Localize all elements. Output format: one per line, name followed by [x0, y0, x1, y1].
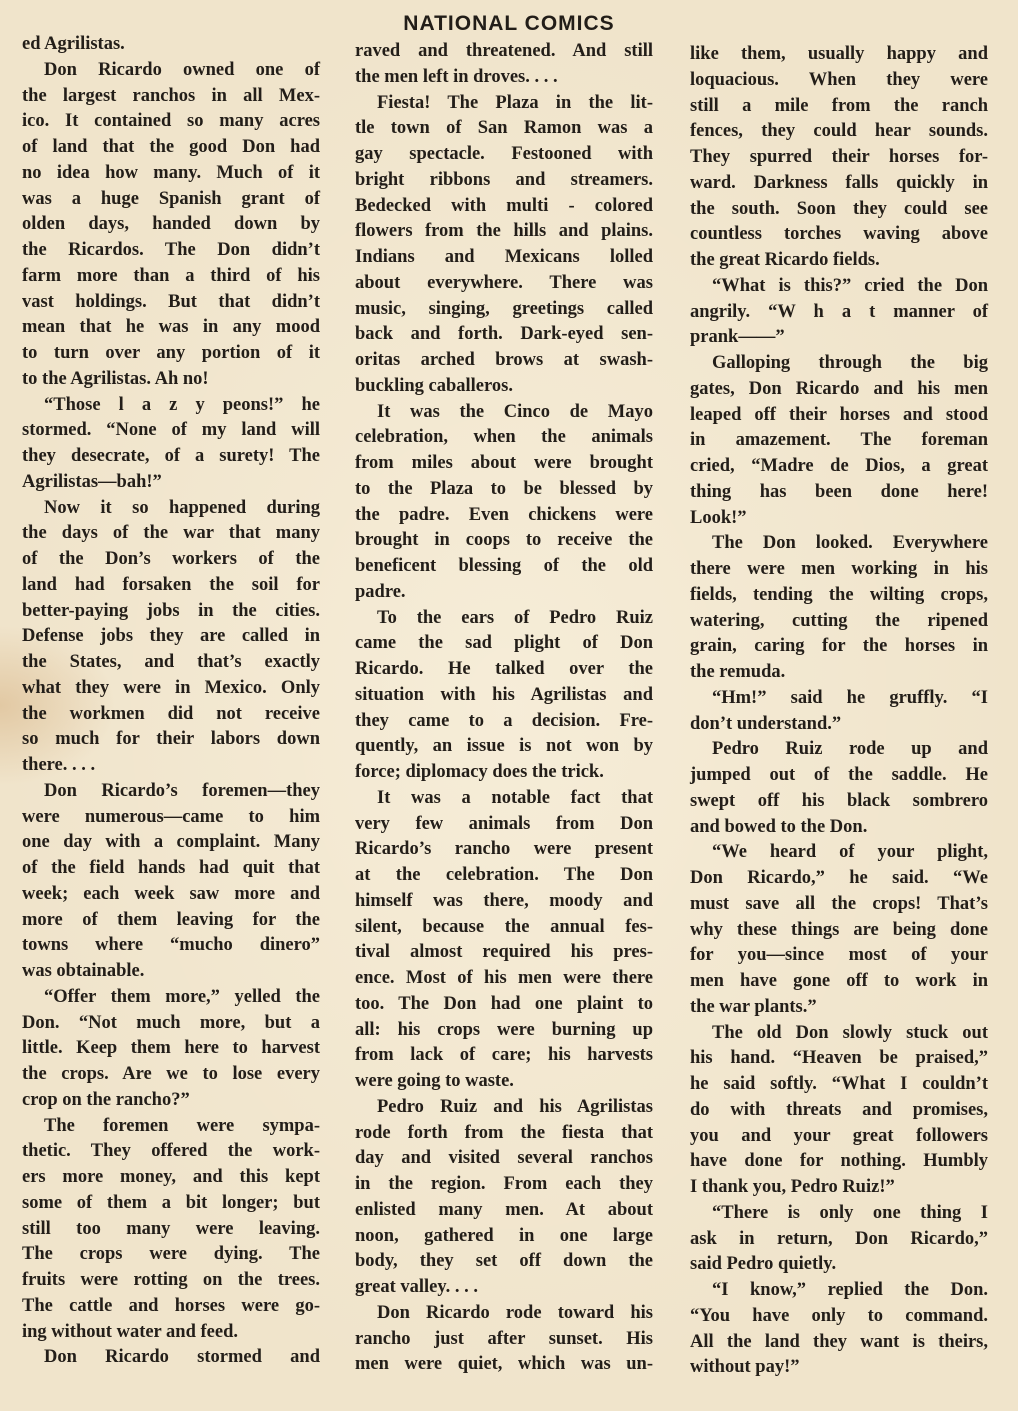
text-line: silent, because the annual fes-: [355, 916, 653, 937]
text-line: beneficent blessing of the old: [355, 556, 653, 576]
text-line: vast holdings. But that didn’t: [22, 291, 320, 312]
text-line: more of them leaving for the: [22, 909, 320, 930]
text-line: the great Ricardo fields.: [690, 250, 880, 270]
text-line: All the land they want is theirs,: [690, 1331, 988, 1352]
text-line: force; diplomacy does the trick.: [355, 762, 604, 782]
paragraph: [690, 840, 988, 1020]
text-line: Agrilistas—bah!”: [22, 471, 162, 492]
text-line: “Those l a z y peons!” he: [44, 394, 320, 415]
text-line: watering, cutting the ripened: [690, 610, 988, 631]
text-line: without pay!”: [690, 1357, 800, 1378]
text-line: Look!”: [690, 507, 747, 528]
text-line: the days of the war that many: [22, 523, 320, 544]
text-line: you and your great followers: [690, 1125, 988, 1146]
text-line: the padre. Even chickens were: [355, 504, 653, 525]
text-line: grain, caring for the horses in: [690, 636, 988, 657]
text-line: “We heard of your plight,: [712, 842, 988, 863]
text-line: farm more than a third of his: [22, 265, 320, 286]
text-line: I thank you, Pedro Ruiz!”: [690, 1177, 895, 1197]
text-line: to turn over any portion of it: [22, 343, 320, 363]
text-line: gay spectacle. Festooned with: [355, 144, 653, 164]
paragraph: [22, 393, 320, 496]
text-line: thetic. They offered the work-: [22, 1141, 320, 1162]
text-line: Defense jobs they are called in: [22, 626, 320, 647]
text-line: the war plants.”: [690, 996, 817, 1017]
text-line: “You have only to command.: [690, 1305, 988, 1326]
text-line: week; each week saw more and: [22, 883, 320, 904]
text-line: tival almost required his pres-: [355, 942, 653, 963]
text-column-2: [355, 39, 653, 1378]
text-line: little. Keep them here to harvest: [22, 1038, 320, 1059]
text-line: Don Ricardo,” he said. “We: [690, 868, 988, 888]
text-line: to the Agrilistas. Ah no!: [22, 368, 209, 389]
text-line: all: his crops were burning up: [355, 1019, 653, 1040]
text-line: from miles about were brought: [355, 453, 653, 473]
text-line: came the sad plight of Don: [355, 633, 653, 654]
text-line: The old Don slowly stuck out: [712, 1022, 988, 1043]
text-line: prank——”: [690, 327, 785, 348]
paragraph: [355, 606, 653, 786]
text-line: stormed. “None of my land will: [22, 420, 320, 441]
text-line: “I know,” replied the Don.: [712, 1280, 988, 1300]
text-line: Bedecked with multi - colored: [355, 195, 653, 216]
text-line: ed Agrilistas.: [22, 34, 125, 54]
text-line: loquacious. When they were: [690, 69, 988, 90]
text-line: “Hm!” said he gruffly. “I: [712, 687, 988, 708]
text-line: olden days, handed down by: [22, 214, 320, 235]
text-line: about everywhere. There was: [355, 272, 653, 293]
text-line: noon, gathered in one large: [355, 1225, 653, 1246]
text-line: The Don looked. Everywhere: [712, 533, 988, 554]
text-line: brought in coops to receive the: [355, 530, 653, 551]
paragraph: [355, 1095, 653, 1301]
text-line: ward. Darkness falls quickly in: [690, 172, 988, 193]
text-line: the crops. Are we to lose every: [22, 1064, 320, 1084]
paragraph: [690, 42, 988, 274]
text-line: Now it so happened during: [44, 497, 320, 518]
text-line: the remuda.: [690, 662, 786, 682]
text-line: tle town of San Ramon was a: [355, 118, 653, 139]
paragraph: [22, 985, 320, 1114]
paragraph: [22, 779, 320, 985]
paragraph: [22, 1114, 320, 1346]
text-column-1: [22, 32, 320, 1371]
paragraph: [22, 58, 320, 393]
text-line: was obtainable.: [22, 961, 145, 981]
text-line: don’t understand.”: [690, 713, 842, 734]
text-line: towns where “mucho dinero”: [22, 935, 320, 956]
paragraph: [355, 91, 653, 400]
text-line: thing has been done here!: [690, 481, 988, 502]
text-line: no idea how many. Much of it: [22, 162, 320, 183]
text-line: one day with a complaint. Many: [22, 832, 320, 853]
text-line: the men left in droves. . . .: [355, 66, 558, 87]
text-line: rode forth from the fiesta that: [355, 1122, 653, 1143]
paragraph: [22, 1345, 320, 1371]
text-line: oritas arched brows at swash-: [355, 350, 653, 370]
text-line: padre.: [355, 581, 406, 602]
text-line: himself was there, moody and: [355, 890, 653, 911]
text-line: land had forsaken the soil for: [22, 574, 320, 595]
text-line: men were quiet, which was un-: [355, 1354, 653, 1375]
text-line: raved and threatened. And still: [355, 41, 653, 61]
text-line: To the ears of Pedro Ruiz: [377, 607, 653, 628]
text-line: ers more money, and this kept: [22, 1167, 320, 1187]
text-line: must save all the crops! That’s: [690, 893, 988, 914]
text-line: back and forth. Dark-eyed sen-: [355, 324, 653, 345]
paragraph: [690, 1021, 988, 1201]
text-line: better-paying jobs in the cities.: [22, 600, 320, 621]
text-line: there were men working in his: [690, 559, 988, 579]
text-line: day and visited several ranchos: [355, 1148, 653, 1169]
text-line: from lack of care; his harvests: [355, 1045, 653, 1066]
text-line: in the region. From each they: [355, 1174, 653, 1194]
text-line: The cattle and horses were go-: [22, 1295, 320, 1316]
text-line: to the Plaza to be blessed by: [355, 478, 653, 499]
text-line: celebration, when the animals: [355, 427, 653, 448]
text-line: and bowed to the Don.: [690, 816, 868, 837]
text-line: like them, usually happy and: [690, 44, 988, 64]
paragraph: [690, 1278, 988, 1381]
text-line: of the field hands had quit that: [22, 858, 320, 878]
text-line: Don Ricardo’s foremen—they: [44, 780, 320, 801]
text-line: were going to waste.: [355, 1071, 514, 1091]
text-column-3: [690, 42, 988, 1381]
text-line: were numerous—came to him: [22, 806, 320, 827]
paragraph: [355, 786, 653, 1095]
text-line: cried, “Madre de Dios, a great: [690, 456, 988, 476]
text-line: Don Ricardo owned one of: [44, 59, 320, 80]
text-line: situation with his Agrilistas and: [355, 684, 653, 705]
text-line: Don Ricardo stormed and: [44, 1347, 320, 1368]
paragraph: [355, 400, 653, 606]
text-line: still too many were leaving.: [22, 1218, 320, 1239]
paragraph: [22, 32, 320, 58]
text-line: too. The Don had one plaint to: [355, 993, 653, 1014]
text-line: body, they set off down the: [355, 1251, 653, 1272]
text-line: there. . . .: [22, 755, 96, 775]
text-line: “Offer them more,” yelled the: [44, 986, 320, 1007]
text-line: rancho just after sunset. His: [355, 1328, 653, 1349]
text-line: the largest ranchos in all Mex-: [22, 85, 320, 106]
text-line: his hand. “Heaven be praised,”: [690, 1048, 988, 1069]
paragraph: [22, 496, 320, 779]
text-line: great valley. . . .: [355, 1277, 478, 1297]
page-header-title: NATIONAL COMICS: [403, 12, 615, 35]
text-line: Pedro Ruiz rode up and: [712, 739, 988, 760]
paragraph: [355, 39, 653, 91]
text-line: the Ricardos. The Don didn’t: [22, 240, 320, 260]
text-line: said Pedro quietly.: [690, 1254, 837, 1275]
text-line: music, singing, greetings called: [355, 298, 653, 319]
text-line: Ricardo. He talked over the: [355, 659, 653, 679]
text-line: fields, tending the wilting crops,: [690, 584, 988, 605]
text-line: crop on the rancho?”: [22, 1089, 190, 1110]
paragraph: [690, 737, 988, 840]
text-line: Indians and Mexicans lolled: [355, 247, 653, 267]
paragraph: [690, 274, 988, 351]
text-line: what they were in Mexico. Only: [22, 677, 320, 698]
text-line: gates, Don Ricardo and his men: [690, 378, 988, 399]
text-line: ico. It contained so many acres: [22, 111, 320, 132]
paragraph: [690, 1201, 988, 1278]
text-line: The crops were dying. The: [22, 1244, 320, 1265]
paragraph: [690, 351, 988, 531]
text-line: bright ribbons and streamers.: [355, 169, 653, 190]
text-line: they came to a decision. Fre-: [355, 710, 653, 731]
text-line: buckling caballeros.: [355, 375, 513, 396]
text-line: ask in return, Don Ricardo,”: [690, 1228, 988, 1249]
text-line: the States, and that’s exactly: [22, 652, 320, 672]
text-line: “There is only one thing I: [712, 1202, 988, 1223]
text-line: jumped out of the saddle. He: [690, 765, 988, 785]
text-line: “What is this?” cried the Don: [712, 275, 988, 296]
paragraph: [690, 686, 988, 738]
text-line: Fiesta! The Plaza in the lit-: [377, 92, 653, 113]
text-line: still a mile from the ranch: [690, 95, 988, 116]
text-line: fruits were rotting on the trees.: [22, 1270, 320, 1290]
text-line: some of them a bit longer; but: [22, 1192, 320, 1213]
text-line: Ricardo’s rancho were present: [355, 839, 653, 860]
text-line: do with threats and promises,: [690, 1099, 988, 1120]
text-line: Don Ricardo rode toward his: [377, 1302, 653, 1323]
text-line: The foremen were sympa-: [44, 1115, 320, 1136]
text-line: have done for nothing. Humbly: [690, 1151, 988, 1172]
text-line: men have gone off to work in: [690, 971, 988, 991]
text-line: It was a notable fact that: [377, 787, 653, 808]
text-line: Pedro Ruiz and his Agrilistas: [377, 1096, 653, 1117]
text-line: fences, they could hear sounds.: [690, 121, 988, 142]
text-line: why these things are being done: [690, 919, 988, 940]
text-line: he said softly. “What I couldn’t: [690, 1074, 988, 1094]
text-line: Galloping through the big: [712, 353, 988, 373]
text-line: in amazement. The foreman: [690, 430, 988, 451]
text-line: ing without water and feed.: [22, 1321, 239, 1342]
text-line: enlisted many men. At about: [355, 1199, 653, 1220]
text-line: ence. Most of his men were there: [355, 968, 653, 988]
text-line: mean that he was in any mood: [22, 317, 320, 338]
paragraph: [690, 531, 988, 686]
text-line: of the Don’s workers of the: [22, 549, 320, 569]
text-line: at the celebration. The Don: [355, 865, 653, 885]
text-line: quently, an issue is not won by: [355, 736, 653, 757]
text-line: swept off his black sombrero: [690, 790, 988, 811]
text-line: angrily. “W h a t manner of: [690, 301, 988, 322]
text-line: countless torches waving above: [690, 224, 988, 245]
text-line: It was the Cinco de Mayo: [377, 401, 653, 422]
text-line: flowers from the hills and plains.: [355, 221, 653, 242]
text-line: for you—since most of your: [690, 945, 988, 966]
paragraph: [355, 1301, 653, 1378]
text-line: was a huge Spanish grant of: [22, 188, 320, 209]
text-line: they desecrate, of a surety! The: [22, 446, 320, 466]
text-line: very few animals from Don: [355, 813, 653, 834]
text-line: leaped off their horses and stood: [690, 404, 988, 425]
text-line: They spurred their horses for-: [690, 147, 988, 167]
text-line: the workmen did not receive: [22, 703, 320, 724]
text-line: of land that the good Don had: [22, 137, 320, 157]
text-line: so much for their labors down: [22, 729, 320, 750]
text-line: the south. Soon they could see: [690, 198, 988, 219]
text-line: Don. “Not much more, but a: [22, 1012, 320, 1033]
